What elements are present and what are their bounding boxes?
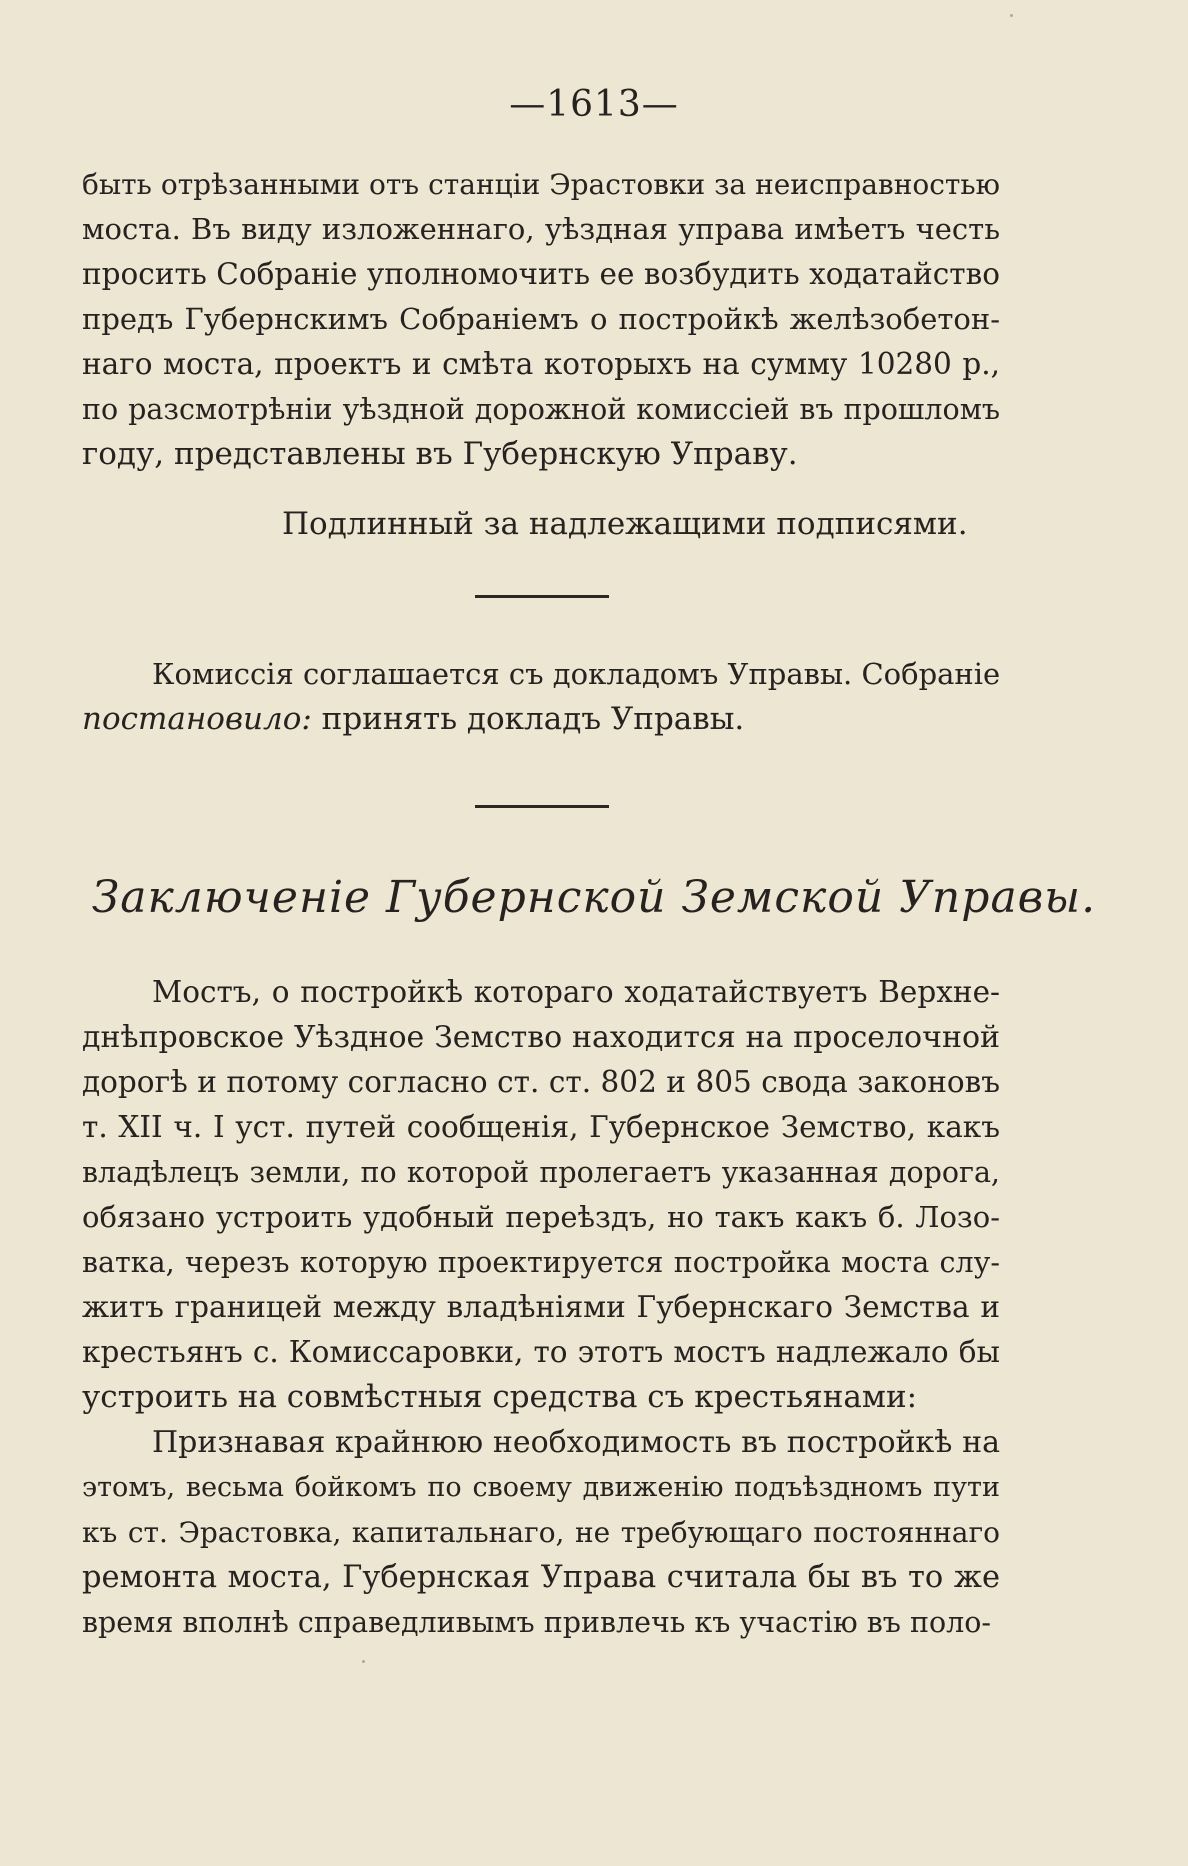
text-line: обязано устроить удобный переѣздъ, но такъ какъ б. Лозо- <box>82 1200 1000 1234</box>
text-line: владѣлецъ земли, по которой пролегаетъ указанная дорога, <box>82 1156 1000 1189</box>
text-line: этомъ, весьма бойкомъ по своему движенію подъѣздномъ пути <box>82 1472 1000 1503</box>
divider-rule <box>475 595 609 598</box>
section-heading: Заключеніе Губернской Земской Управы. <box>91 872 1097 923</box>
text-fragment: принять докладъ Управы. <box>311 701 745 737</box>
text-line: ватка, черезъ которую проектируется постройка моста слу- <box>82 1246 1000 1279</box>
divider-rule <box>475 805 609 808</box>
text-line <box>82 697 1000 742</box>
text-line: къ ст. Эрастовка, капитальнаго, не требующаго постояннаго <box>82 1516 1000 1549</box>
text-line: Мостъ, о постройкѣ котораго ходатайствуетъ Верхне- <box>152 975 1000 1009</box>
italic-term: постановило: <box>82 701 312 737</box>
text-line: т. XII ч. I уст. путей сообщенія, Губернское Земство, какъ <box>82 1110 1000 1144</box>
paragraph-1 <box>82 162 1000 477</box>
text-line: предъ Губернскимъ Собраніемъ о постройкѣ желѣзобетон- <box>82 302 1000 336</box>
paper-speck <box>362 1660 365 1663</box>
text-line: просить Собраніе уполномочить ее возбудить ходатайство <box>82 257 1000 291</box>
text-line: Признавая крайнюю необходимость въ постройкѣ на <box>152 1425 1000 1460</box>
text-line: время вполнѣ справедливымъ привлечь къ участію въ поло- <box>82 1606 992 1639</box>
text-line: дорогѣ и потому согласно ст. ст. 802 и 805 свода законовъ <box>82 1065 1000 1099</box>
text-line: крестьянъ с. Комиссаровки, то этотъ мостъ надлежало бы <box>82 1335 1000 1369</box>
text-line: ремонта моста, Губернская Управа считала бы въ то же <box>82 1560 1000 1595</box>
page-number: —1613— <box>509 84 679 125</box>
text-line: устроить на совмѣстныя средства съ крестьянами: <box>82 1379 918 1415</box>
signature-note: Подлинный за надлежащими подписями. <box>282 506 968 542</box>
text-line: наго моста, проектъ и смѣта которыхъ на сумму 10280 р., <box>82 347 1000 381</box>
commission-decision <box>82 652 1000 742</box>
paragraph-2 <box>82 970 1000 1645</box>
text-line: году, представлены въ Губернскую Управу. <box>82 436 798 472</box>
text-line: моста. Въ виду изложеннаго, уѣздная управа имѣетъ честь <box>82 212 1000 246</box>
text-line: Комиссія соглашается съ докладомъ Управы. Собраніе <box>152 657 1001 691</box>
paper-speck <box>1010 14 1013 17</box>
text-line: быть отрѣзанными отъ станціи Эрастовки за неисправностью <box>82 168 1000 201</box>
text-line: житъ границей между владѣніями Губернскаго Земства и <box>82 1290 1000 1324</box>
text-line: днѣпровское Уѣздное Земство находится на проселочной <box>82 1020 1000 1055</box>
text-line: по разсмотрѣніи уѣздной дорожной комиссіей въ прошломъ <box>82 393 1000 426</box>
